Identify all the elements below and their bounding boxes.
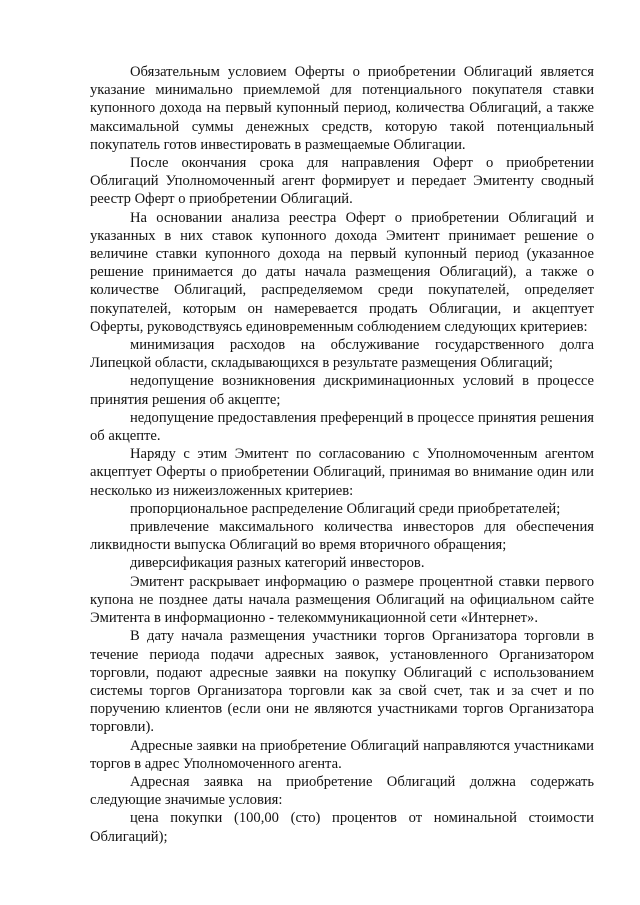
paragraph-order-conditions: Адресная заявка на приобретение Облигаций должна содержать следующие значимые условия: [90, 773, 594, 809]
paragraph-rate-disclosure: Эмитент раскрывает информацию о размере процентной ставки первого купона не позднее даты начала размещения Облигаций на официальном сайте Эмитента в информационно - телекоммуникационной сети «Интернет». [90, 573, 594, 627]
criterion-minimize-costs: минимизация расходов на обслуживание государственного долга Липецкой области, складывающихся в результате размещения Облигаций; [90, 337, 594, 372]
criterion-diversification: диверсификация разных категорий инвесторов. [130, 555, 425, 572]
condition-purchase-price: цена покупки (100,00 (сто) процентов от номинальной стоимости Облигаций); [90, 810, 594, 845]
criterion-max-investors: привлечение максимального количества инвесторов для обеспечения ликвидности выпуска Облигаций во время вторичного обращения; [90, 519, 594, 554]
paragraph-analysis-decision: На основании анализа реестра Оферт о приобретении Облигаций и указанных в них ставок купонного дохода Эмитент принимает решение о величине ставки купонного дохода на первый купонный период (указанное решение принимается до даты начала размещения Облигаций), а также о количестве Облигаций, распределяемом среди покупателей, определяет покупателей, которым он намеревается продать Облигации, и акцептует Оферты, руководствуясь единовременным соблюдением следующих критериев: [90, 209, 594, 335]
paragraph-placement-orders: В дату начала размещения участники торгов Организатора торговли в течение периода подачи адресных заявок, установленного Организатором торговли, подают адресные заявки на покупку Облигаций с использованием системы торгов Организатора торговли как за свой счет, так и за счет и по поручению клиентов (если они не являются участниками торгов Организатора торговли). [90, 628, 594, 736]
criterion-no-preferences: недопущение предоставления преференций в процессе принятия решения об акцепте. [90, 409, 594, 445]
criterion-no-discrimination: недопущение возникновения дискриминационных условий в процессе принятия решения об акцепте; [90, 373, 594, 408]
paragraph-orders-routing: Адресные заявки на приобретение Облигаций направляются участниками торгов в адрес Уполномоченного агента. [90, 737, 594, 772]
paragraph-additional-criteria: Наряду с этим Эмитент по согласованию с Уполномоченным агентом акцептует Оферты о приобретении Облигаций, принимая во внимание один или несколько из нижеизложенных критериев: [90, 446, 594, 499]
document-page [90, 63, 594, 846]
criterion-proportional-distribution: пропорциональное распределение Облигаций среди приобретателей; [130, 500, 561, 517]
paragraph-offer-condition: Обязательным условием Оферты о приобретении Облигаций является указание минимально приемлемой для потенциального покупателя ставки купонного дохода на первый купонный период, количества Облигаций, а также максимальной суммы денежных средств, которую такой потенциальный покупатель готов инвестировать в размещаемые Облигации. [90, 64, 594, 153]
paragraph-offer-registry: После окончания срока для направления Оферт о приобретении Облигаций Уполномоченный агент формирует и передает Эмитенту сводный реестр Оферт о приобретении Облигаций. [90, 155, 594, 208]
